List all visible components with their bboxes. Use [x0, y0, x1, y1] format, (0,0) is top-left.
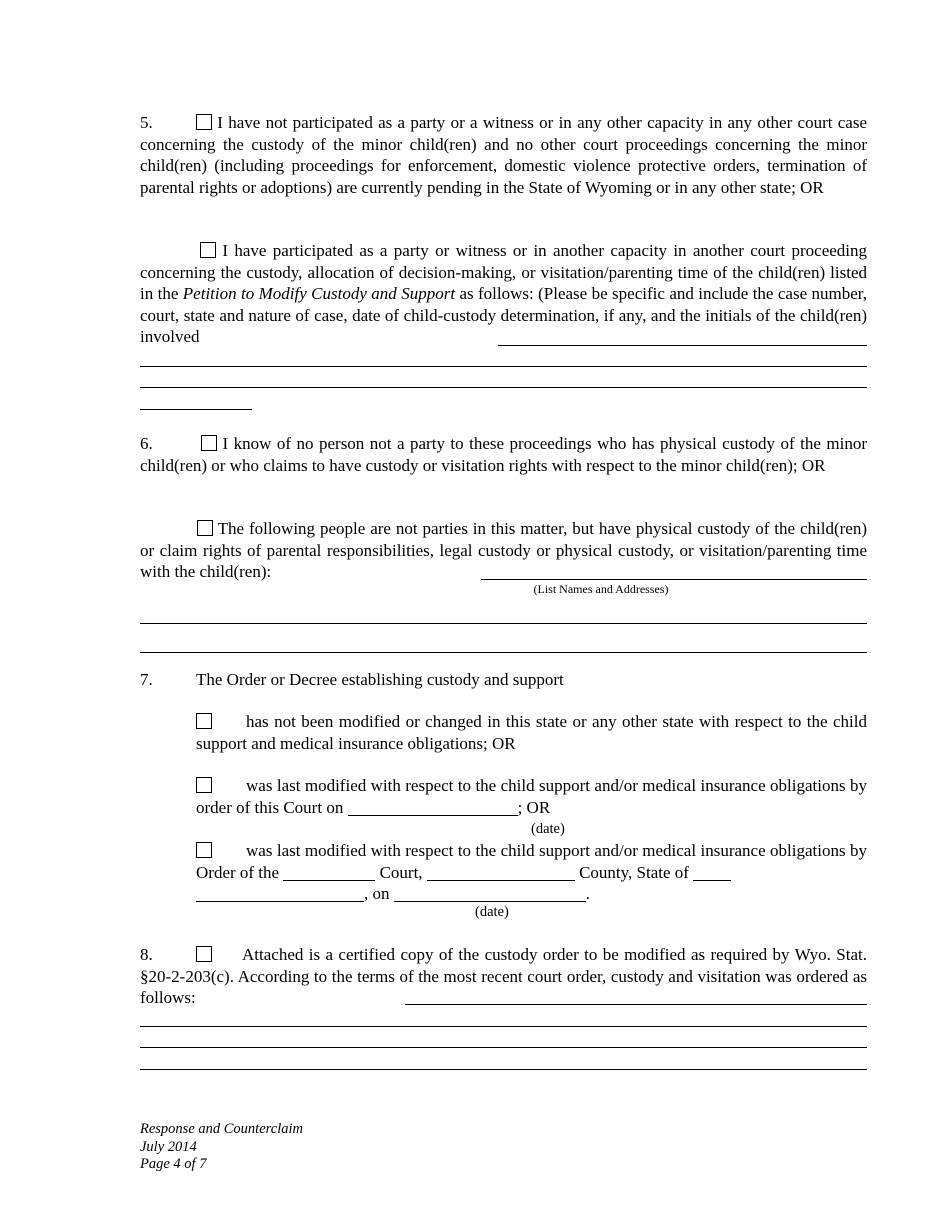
- section-7-checkbox-2[interactable]: [196, 777, 212, 793]
- section-6-checkbox-2[interactable]: [197, 520, 213, 536]
- on-text: , on: [364, 884, 390, 903]
- section-6-option-2-text: The following people are not parties in this matter, but have physical custody of the child(ren) or claim rights of parental responsibilities, legal custody or physical custody, or visitation/parenting time with the child(ren):: [140, 519, 867, 581]
- section-6-option-1: [140, 433, 867, 476]
- section-5-number: 5.: [140, 113, 153, 132]
- section-8-number: 8.: [140, 945, 153, 964]
- section-5-option-2-text-a: I have participated as a party or witness or in another capacity in another court proceeding concerning the custody, allocation of decision-making, or visitation/parenting time of the child(ren) listed in the: [140, 241, 868, 303]
- county-name-blank[interactable]: [427, 864, 575, 881]
- section-6-option-2: [140, 518, 867, 583]
- section-7-or-text: ; OR: [517, 797, 551, 817]
- date-label-1: (date): [531, 821, 565, 837]
- section-7-date-blank-1[interactable]: [348, 799, 518, 816]
- section-8-answer-line-2[interactable]: [140, 1026, 867, 1027]
- section-5-checkbox-1[interactable]: [196, 114, 212, 130]
- section-6-answer-line-2[interactable]: [140, 623, 867, 624]
- section-7-option-2-text: was last modified with respect to the child support and/or medical insurance obligations by order of this Court on: [196, 776, 867, 817]
- footer-date: July 2014: [140, 1138, 197, 1155]
- section-6-checkbox-1[interactable]: [201, 435, 217, 451]
- section-6-option-1-text: I know of no person not a party to these proceedings who has physical custody of the minor child(ren) or who claims to have custody or visitation rights with respect to the minor child(ren); OR: [140, 434, 868, 475]
- section-8-text: Attached is a certified copy of the custody order to be modified as required by Wyo. Stat. §20-2-203(c). According to the terms of the most recent court order, custody and visitation was ordered as follows:: [140, 945, 867, 1007]
- petition-title: Petition to Modify Custody and Support: [182, 284, 456, 303]
- section-6-number: 6.: [140, 434, 153, 453]
- section-7-heading: The Order or Decree establishing custody and support: [196, 670, 564, 689]
- section-8-answer-line-1[interactable]: [405, 1004, 867, 1005]
- section-7-date-blank-2[interactable]: [394, 885, 586, 902]
- section-7-checkbox-3[interactable]: [196, 842, 212, 858]
- section-5-answer-line-3[interactable]: [140, 387, 867, 388]
- list-names-caption: (List Names and Addresses): [533, 582, 669, 596]
- section-5-option-1-text: I have not participated as a party or a witness or in any other capacity in any other court case concerning the custody of the minor child(ren) and no other court proceedings concerning the minor child(ren) (including proceedings for enforcement, domestic violence protective orders, termination of parental rights or adoptions) are currently pending in the State of Wyoming or in any other state; OR: [140, 113, 868, 197]
- county-state-text: County, State of: [579, 862, 689, 882]
- court-name-blank[interactable]: [283, 864, 375, 881]
- footer-page: Page 4 of 7: [140, 1156, 207, 1172]
- section-7-checkbox-1[interactable]: [196, 713, 212, 729]
- section-5-answer-line-4[interactable]: [140, 409, 252, 410]
- date-label-2: (date): [475, 904, 509, 920]
- section-8: [140, 944, 867, 1009]
- section-7-option-3-text: was last modified with respect to the child support and/or medical insurance obligations by Order of the: [196, 841, 867, 882]
- period-text: .: [585, 884, 590, 903]
- section-7-option-1-text: has not been modified or changed in this state or any other state with respect to the child support and medical insurance obligations; OR: [196, 712, 867, 753]
- state-name-blank-2[interactable]: [196, 885, 364, 902]
- section-7-option-3: [196, 840, 867, 905]
- section-6-names-line[interactable]: [481, 579, 867, 580]
- footer-title: Response and Counterclaim: [140, 1121, 303, 1137]
- section-7-option-1: [196, 711, 867, 754]
- court-text: Court,: [379, 862, 423, 882]
- section-7-option-2: [196, 775, 867, 818]
- footer: [140, 1121, 303, 1174]
- section-8-checkbox[interactable]: [196, 946, 212, 962]
- section-5-option-1: [140, 112, 867, 198]
- section-5-option-2-text-b: as follows: (Please be specific and include the case number, court, state and nature of case, date of child-custody determination, if any, and the initials of the child(ren) involved: [140, 284, 868, 346]
- section-5-answer-line-1[interactable]: [498, 345, 867, 346]
- section-8-answer-line-3[interactable]: [140, 1047, 867, 1048]
- section-5-option-2: [140, 240, 867, 348]
- section-5-checkbox-2[interactable]: [200, 242, 216, 258]
- state-name-blank-1[interactable]: [693, 864, 731, 881]
- section-5-answer-line-2[interactable]: [140, 366, 867, 367]
- section-6-answer-line-3[interactable]: [140, 652, 867, 653]
- section-7-number: 7.: [140, 670, 153, 689]
- section-8-answer-line-4[interactable]: [140, 1069, 867, 1070]
